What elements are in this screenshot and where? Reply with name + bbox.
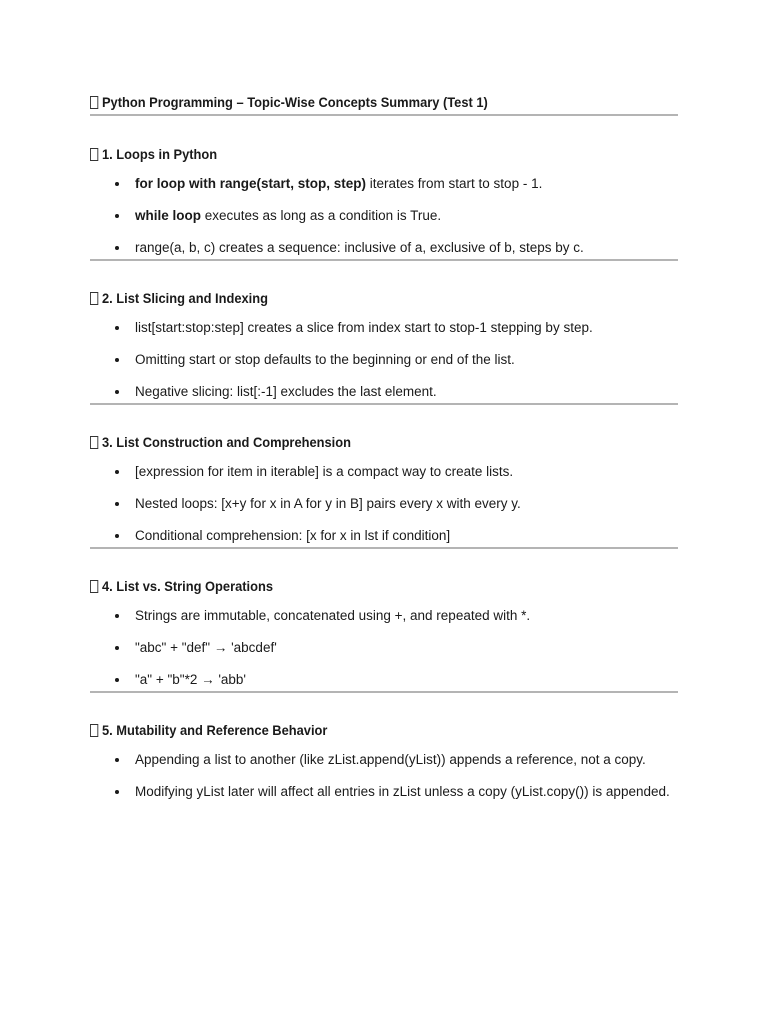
document-page: [90, 90, 678, 803]
bullet-list: [90, 749, 678, 803]
list-item-text: range(a, b, c) creates a sequence: inclusive of a, exclusive of b, steps by c.: [135, 240, 584, 255]
list-item-text: Negative slicing: list[:-1] excludes the last element.: [135, 384, 437, 399]
section-heading-text: 2. List Slicing and Indexing: [101, 290, 268, 306]
bullet-list: [90, 605, 678, 691]
section-heading-text: 4. List vs. String Operations: [101, 578, 274, 594]
section-heading-text: 5. Mutability and Reference Behavior: [101, 722, 328, 738]
section-heading-text: 3. List Construction and Comprehension: [101, 434, 351, 450]
list-item: [90, 349, 678, 371]
section-5: [90, 718, 678, 803]
list-item: [90, 461, 678, 483]
missing-glyph-icon: [90, 724, 98, 737]
section-divider: [90, 691, 678, 693]
list-item-text: [expression for item in iterable] is a compact way to create lists.: [135, 464, 514, 479]
missing-glyph-icon: [90, 96, 98, 109]
bullet-list: [90, 317, 678, 403]
sections-container: [90, 142, 678, 803]
list-item: [90, 525, 678, 547]
list-item: [90, 237, 678, 259]
list-item-text: Conditional comprehension: [x for x in lst if condition]: [135, 528, 451, 543]
section-4: [90, 574, 678, 693]
section-heading: [90, 286, 631, 310]
list-item-text: Strings are immutable, concatenated using +, and repeated with *.: [135, 608, 531, 623]
list-item-text: Appending a list to another (like zList.append(yList)) appends a reference, not a copy.: [135, 752, 646, 767]
missing-glyph-icon: [90, 580, 98, 593]
section-heading: [90, 430, 631, 454]
list-item-text: Modifying yList later will affect all entries in zList unless a copy (yList.copy()) is appended.: [135, 784, 670, 799]
document-title-row: [90, 90, 631, 114]
section-heading-text: 1. Loops in Python: [101, 146, 218, 162]
list-item: [90, 781, 678, 803]
missing-glyph-icon: [90, 436, 98, 449]
title-divider: [90, 114, 678, 116]
missing-glyph-icon: [90, 292, 98, 305]
list-item-text: "abc" + "def" → 'abcdef': [135, 640, 277, 655]
list-item: [90, 669, 678, 691]
list-item-text: Omitting start or stop defaults to the beginning or end of the list.: [135, 352, 515, 367]
list-item-text: "a" + "b"*2 → 'abb': [135, 672, 247, 687]
list-item: [90, 605, 678, 627]
list-item: [90, 173, 678, 195]
section-divider: [90, 547, 678, 549]
list-item-text: list[start:stop:step] creates a slice from index start to stop-1 stepping by step.: [135, 320, 593, 335]
section-1: [90, 142, 678, 261]
list-item: [90, 381, 678, 403]
section-heading: [90, 574, 631, 598]
list-item: [90, 317, 678, 339]
section-heading: [90, 142, 631, 166]
list-item-text: executes as long as a condition is True.: [201, 208, 442, 223]
list-item-text: Nested loops: [x+y for x in A for y in B] pairs every x with every y.: [135, 496, 521, 511]
list-item-lead: for loop with range(start, stop, step): [135, 176, 367, 191]
missing-glyph-icon: [90, 148, 98, 161]
list-item: [90, 493, 678, 515]
section-2: [90, 286, 678, 405]
list-item-text: iterates from start to stop - 1.: [366, 176, 543, 191]
list-item: [90, 637, 678, 659]
bullet-list: [90, 461, 678, 547]
section-3: [90, 430, 678, 549]
section-heading: [90, 718, 631, 742]
document-title: Python Programming – Topic-Wise Concepts Summary (Test 1): [101, 94, 488, 110]
section-divider: [90, 403, 678, 405]
list-item: [90, 749, 678, 771]
section-divider: [90, 259, 678, 261]
list-item-lead: while loop: [135, 208, 201, 223]
bullet-list: [90, 173, 678, 259]
list-item: [90, 205, 678, 227]
